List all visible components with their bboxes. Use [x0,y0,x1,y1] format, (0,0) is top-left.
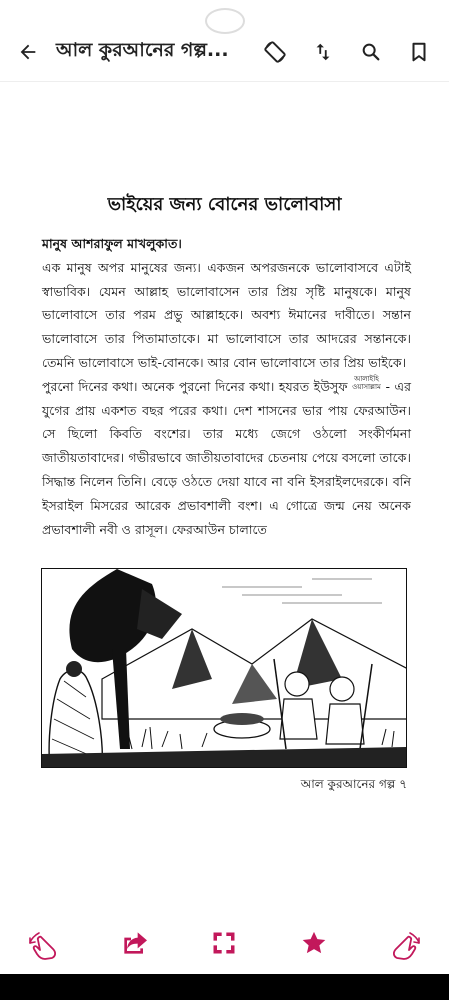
paragraph-1: এক মানুষ অপর মানুষের জন্য। একজন অপরজনকে ভালোবাসবে এটাই স্বাভাবিক। যেমন আল্লাহ ভালোবাসেন তার প্রিয় সৃষ্টি মানুষকে। মানুষ ভালোবাসে তার পরম প্রভু আল্লাহকে। অবশ্য ঈমানের দাবীতে। সন্তান ভালোবাসে তার পিতামাতাকে। মা ভালোবাসে তার আদরের সন্তানকে। তেমনি ভালোবাসে ভাই-বোনকে। আর বোন ভালোবাসে তার প্রিয় ভাইকে। [42,259,411,370]
bottom-toolbar [0,912,449,974]
article-body [42,232,411,541]
swipe-right-hand-icon [384,923,424,963]
previous-page-button[interactable] [19,917,71,969]
share-icon [119,927,151,959]
swipe-left-hand-icon [25,923,65,963]
share-button[interactable] [109,917,161,969]
story-illustration [41,568,407,768]
book-page [0,82,449,912]
fullscreen-button[interactable] [198,917,250,969]
back-arrow-icon [17,41,39,63]
honorific-top: আলাইহি [354,374,379,383]
bookmark-button[interactable] [395,30,443,74]
favorite-button[interactable] [288,917,340,969]
search-button[interactable] [347,30,395,74]
scroll-direction-button[interactable] [299,30,347,74]
swap-vertical-icon [312,41,334,63]
star-icon [300,929,328,957]
rotate-screen-button[interactable] [251,30,299,74]
paragraph-2 [42,375,411,542]
system-navigation-bar [0,974,449,1000]
lead-line: মানুষ আশরাফুল মাখলুকাত। [42,236,182,251]
chapter-heading: ভাইয়ের জন্য বোনের ভালোবাসা [107,194,342,215]
fullscreen-icon [210,929,238,957]
back-button[interactable] [6,30,50,74]
toolbar-actions [251,30,443,74]
honorific [352,375,381,391]
book-title: আল কুরআনের গল্প... [56,38,229,61]
search-icon [360,41,382,63]
paragraph-2-start: পুরনো দিনের কথা। অনেক পুরনো দিনের কথা। হযরত ইউসুফ [42,378,348,394]
honorific-bottom: ওয়াসাল্লাম [352,382,381,391]
next-page-button[interactable] [378,917,430,969]
paragraph-2-rest: - এর যুগের প্রায় একশত বছর পরের কথা। দেশ শাসনের ভার পায় ফেরআউন। সে ছিলো কিবতি বংশের। তার মধ্যে জেগে ওঠলো সংকীর্ণমনা জাতীয়তাবাদের। গভীরভাবে জাতীয়তাবাদের চেতনায় পেয়ে বসলো তাকে। সিদ্ধান্ত নিলেন তিনি। বেড়ে ওঠতে দেয়া যাবে না বনি ইসরাইলদেরকে। বনি ইসরাইল মিসরের আরেক প্রভাবশালী বংশ। এ গোত্রে জন্ম নেয় অনেক প্রভাবশালী নবী ও রাসূল। ফেরআউন চালাতে [42,378,411,537]
screen-rotation-icon [262,39,288,65]
bookmark-icon [408,41,430,63]
page-caption: আল কুরআনের গল্প ৭ [300,777,407,791]
camera-notch [205,8,245,34]
illustration-drawing [42,569,407,768]
